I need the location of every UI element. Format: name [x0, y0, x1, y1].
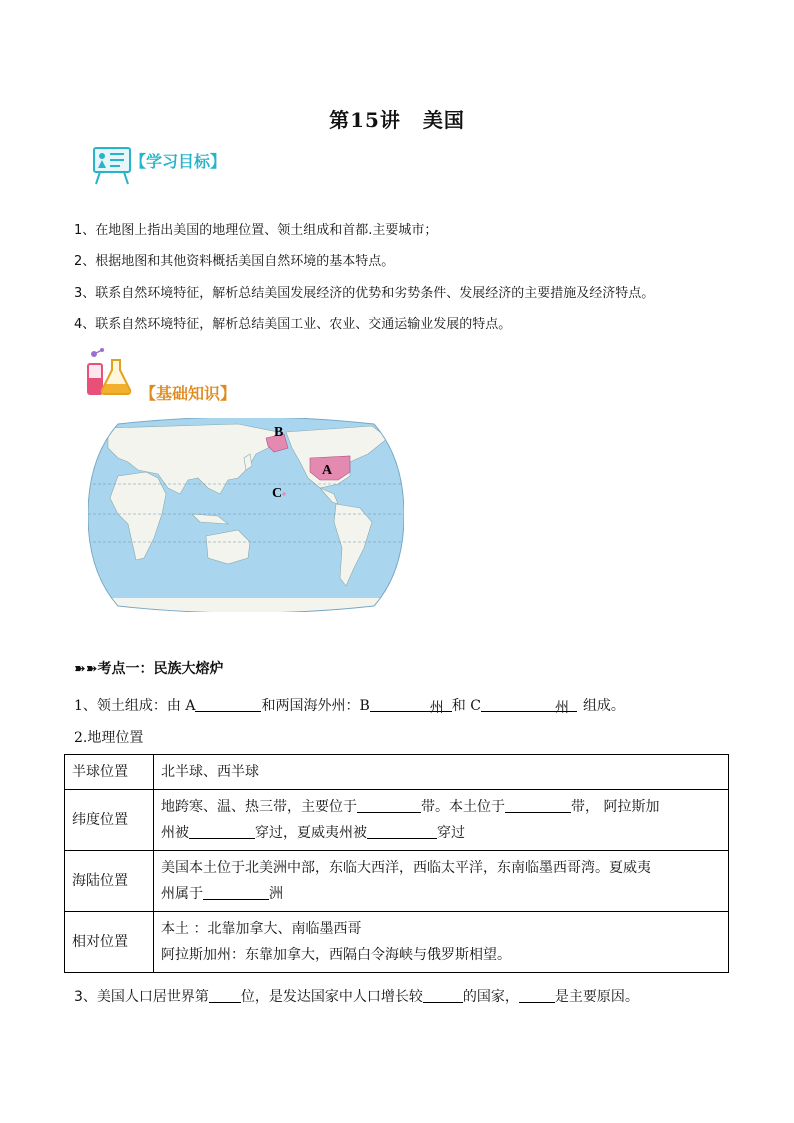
double-arrow-icon: ➽➽ [74, 661, 98, 677]
map-label-a: A [322, 463, 333, 478]
row-value: 地跨寒、温、热三带，主要位于 带。本土位于 带， 阿拉斯加 州被 穿过，夏威夷州被 穿过 [154, 790, 729, 851]
blank-b[interactable]: 州 [370, 697, 452, 712]
key-point-text: 考点一：民族大熔炉 [97, 661, 224, 677]
objective-1: 1、在地图上指出美国的地理位置、领土组成和首都.主要城市； [74, 223, 438, 238]
blank-growth-rate[interactable] [423, 988, 463, 1003]
question-1: 1、领土组成：由 A 和两国海外州：B 州 和 C 州 组成。 [74, 698, 625, 716]
row-key: 海陆位置 [65, 851, 154, 912]
row-value: 北半球、西半球 [154, 755, 729, 790]
blank-c[interactable]: 州 [481, 697, 577, 712]
lab-flask-icon [84, 346, 136, 398]
key-point-heading [74, 658, 223, 678]
table-row [65, 790, 729, 851]
blank-hawaii-continent[interactable] [203, 885, 269, 900]
objective-4: 4、联系自然环境特征，解析总结美国工业、农业、交通运输业发展的特点。 [74, 317, 512, 332]
blank-population-rank[interactable] [209, 988, 241, 1003]
blank-main-reason[interactable] [519, 988, 555, 1003]
blank-hawaii-line[interactable] [367, 824, 437, 839]
page-title [0, 104, 794, 133]
title-topic: 美国 [422, 108, 465, 132]
table-row [65, 851, 729, 912]
row-value: 美国本土位于北美洲中部，东临大西洋，西临太平洋，东南临墨西哥湾。夏威夷 州属于 洲 [154, 851, 729, 912]
objective-3: 3、联系自然环境特征，解析总结美国发展经济的优势和劣势条件、发展经济的主要措施及经济特点。 [74, 286, 655, 301]
world-map [88, 418, 404, 612]
blank-a[interactable] [195, 697, 261, 712]
section-basic-knowledge: 【基础知识】 [140, 384, 237, 403]
table-row [65, 912, 729, 973]
teacher-board-icon [88, 144, 134, 186]
blank-alaska-line[interactable] [189, 824, 255, 839]
row-key: 相对位置 [65, 912, 154, 973]
question-2-heading: 2.地理位置 [74, 730, 144, 746]
question-3: 3、美国人口居世界第 位，是发达国家中人口增长较 的国家， 是主要原因。 [74, 989, 639, 1005]
row-value: 本土 ：北靠加拿大、南临墨西哥 阿拉斯加州：东靠加拿大，西隔白令海峡与俄罗斯相望。 [154, 912, 729, 973]
blank-main-zone[interactable] [357, 798, 421, 813]
title-lecture: 第15讲 [329, 108, 401, 132]
table-row [65, 755, 729, 790]
row-key: 半球位置 [65, 755, 154, 790]
map-label-b: B [274, 425, 284, 440]
objective-2: 2、根据地图和其他资料概括美国自然环境的基本特点。 [74, 254, 395, 269]
map-label-c: C [272, 486, 283, 501]
row-key: 纬度位置 [65, 790, 154, 851]
blank-mainland-zone[interactable] [505, 798, 571, 813]
geo-location-table [64, 754, 729, 973]
section-learning-goals: 【学习目标】 [130, 152, 227, 171]
